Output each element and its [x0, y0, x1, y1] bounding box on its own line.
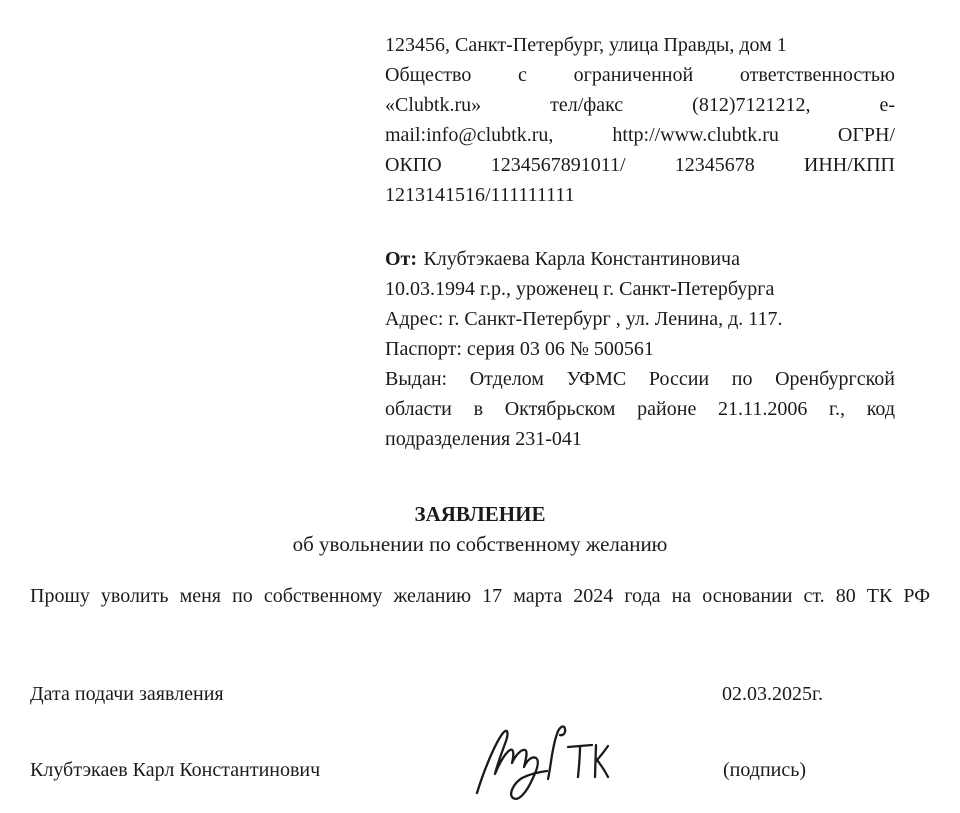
request-text: Прошу уволить меня по собственному желанию 17 марта 2024 года на основании ст. 80 ТК РФ [30, 585, 930, 607]
passport-issuer-line: подразделения 231-041 [385, 428, 582, 450]
date-label: Дата подачи заявления [30, 683, 224, 705]
applicant-full-name-genitive: Клубтэкаева Карла Константиновича [423, 248, 740, 270]
applicant-info-block [385, 244, 895, 454]
signature-caption: (подпись) [723, 759, 807, 781]
from-line [385, 244, 895, 274]
letterhead-line: mail:info@clubtk.ru, http://www.clubtk.ru ОГРН/ [385, 124, 895, 146]
submission-date-row [30, 679, 930, 709]
signature-icon [468, 713, 610, 809]
letterhead-line: «Clubtk.ru» тел/факс (812)7121212, e- [385, 94, 895, 116]
date-value: 02.03.2025г. [722, 683, 823, 705]
applicant-passport-line: Паспорт: серия 03 06 № 500561 [385, 338, 654, 360]
applicant-birth-line: 10.03.1994 г.р., уроженец г. Санкт-Петербурга [385, 278, 775, 300]
applicant-address-line: Адрес: г. Санкт-Петербург , ул. Ленина, д. 117. [385, 308, 783, 330]
from-label: От: [385, 248, 418, 270]
letterhead-line: 1213141516/111111111 [385, 184, 575, 206]
applicant-full-name: Клубтэкаев Карл Константинович [30, 759, 321, 781]
company-letterhead [385, 30, 895, 210]
passport-issuer-line: Выдан: Отделом УФМС России по Оренбургской [385, 368, 895, 390]
passport-issuer-line: области в Октябрьском районе 21.11.2006 г., код [385, 398, 895, 420]
letterhead-line: Общество с ограниченной ответственностью [385, 64, 895, 86]
document-subtitle: об увольнении по собственному желанию [292, 532, 668, 556]
document-title: ЗАЯВЛЕНИЕ [414, 502, 546, 526]
letterhead-line: ОКПО 1234567891011/ 12345678 ИНН/КПП [385, 154, 895, 176]
signature-row [30, 709, 930, 813]
letterhead-line: 123456, Санкт-Петербург, улица Правды, дом 1 [385, 34, 787, 56]
